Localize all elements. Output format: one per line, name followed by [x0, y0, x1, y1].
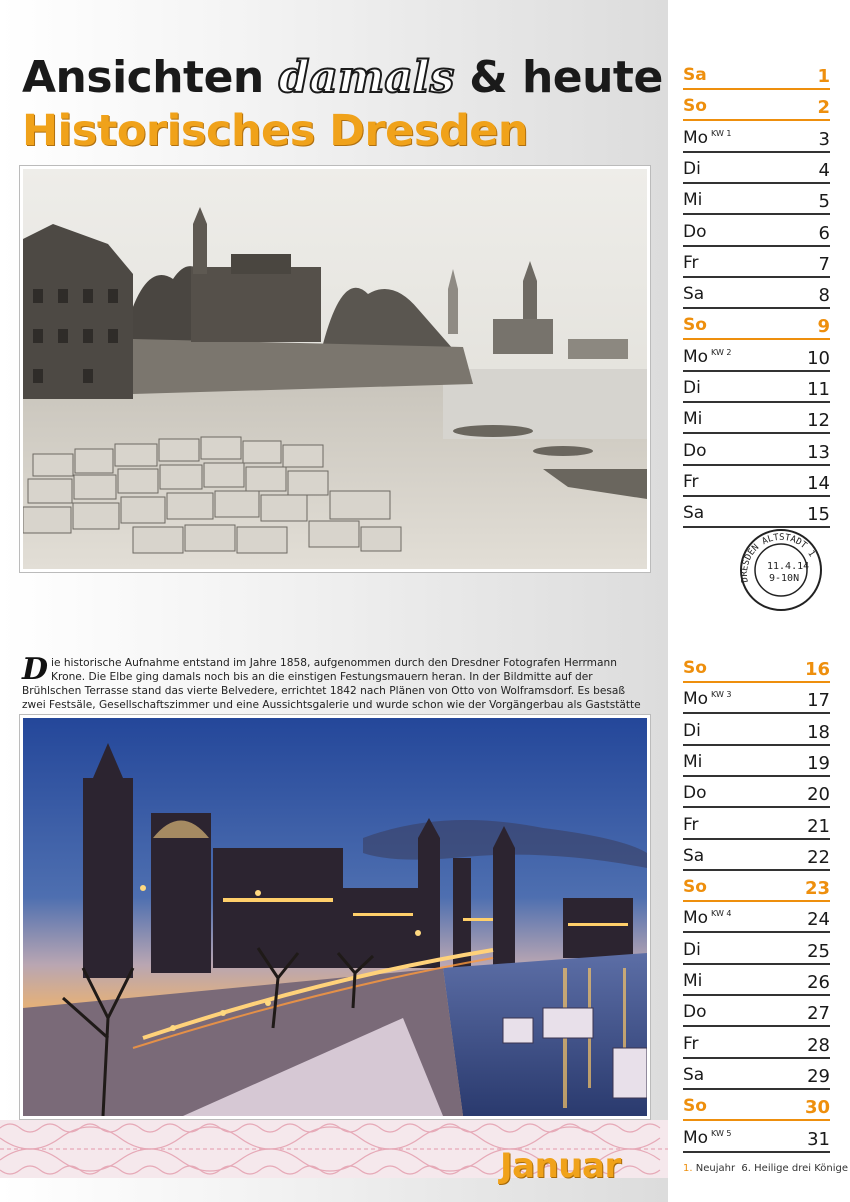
title-word-heute: & heute — [469, 52, 663, 103]
day-row-18 — [683, 715, 830, 746]
day-number: 5 — [818, 191, 830, 213]
weekday-label: Mo — [683, 127, 709, 148]
calendar-week-label: KW 1 — [711, 128, 732, 138]
day-number: 21 — [807, 815, 830, 837]
weekday-label: So — [683, 1096, 707, 1117]
day-row-13 — [683, 435, 830, 466]
weekday-label: So — [683, 658, 707, 678]
weekday-label: Fr — [683, 471, 699, 492]
postmark-icon — [738, 527, 824, 613]
postmark-place-text: DRESDEN ALTSTADT 1 — [739, 532, 817, 584]
calendar-week-label: KW 4 — [711, 909, 732, 919]
holiday-notes — [683, 1163, 848, 1174]
weekday-label: Di — [683, 939, 701, 960]
day-number: 12 — [807, 410, 830, 432]
weekday-label: Sa — [683, 1064, 705, 1085]
postmark-time: 9-10N — [769, 573, 800, 584]
weekday-label: Mi — [683, 751, 703, 772]
weekday-label: Di — [683, 378, 701, 398]
day-number: 30 — [804, 1097, 830, 1119]
title-word-ansichten: Ansichten — [22, 52, 264, 103]
weekday-label: Mo — [683, 908, 709, 929]
day-number: 20 — [807, 784, 830, 806]
weekday-label: Fr — [683, 1033, 699, 1054]
holiday-1-name: Neujahr — [695, 1163, 736, 1174]
day-number: 10 — [807, 347, 830, 369]
day-row-24 — [683, 902, 830, 933]
day-number: 23 — [804, 878, 830, 900]
day-row-2 — [683, 90, 830, 121]
title-word-damals: damals — [278, 52, 455, 103]
weekday-label: Do — [683, 783, 707, 804]
calendar-week-label: KW 3 — [711, 690, 732, 700]
day-number: 4 — [818, 159, 830, 181]
day-row-10 — [683, 341, 830, 372]
day-row-9 — [683, 309, 830, 340]
day-row-16 — [683, 652, 830, 683]
day-number: 27 — [807, 1003, 830, 1025]
day-row-11 — [683, 372, 830, 403]
weekday-label: So — [683, 96, 707, 117]
day-number: 15 — [807, 504, 830, 526]
day-number: 1 — [817, 66, 830, 87]
weekday-label: Fr — [683, 814, 699, 835]
day-row-19 — [683, 746, 830, 777]
day-row-17 — [683, 683, 830, 714]
weekday-label: Mo — [683, 1127, 709, 1148]
holiday-2-num: 6. — [741, 1163, 751, 1174]
weekday-label: Sa — [683, 65, 707, 85]
day-row-1 — [683, 59, 830, 90]
weekday-label: Mi — [683, 971, 703, 991]
day-number: 28 — [807, 1034, 830, 1056]
day-row-5 — [683, 184, 830, 215]
weekday-label: Sa — [683, 284, 705, 305]
modern-photo — [20, 715, 650, 1119]
day-number: 6 — [818, 222, 830, 244]
day-number: 9 — [817, 316, 830, 338]
day-row-30 — [683, 1090, 830, 1121]
day-number: 14 — [807, 472, 830, 494]
holiday-2-name: Heilige drei Könige — [754, 1163, 848, 1174]
historic-photo-image — [23, 169, 647, 569]
day-row-31 — [683, 1122, 830, 1153]
title-line-2: Historisches Dresden — [22, 106, 528, 156]
day-row-14 — [683, 466, 830, 497]
day-number: 26 — [807, 972, 830, 993]
day-number: 31 — [807, 1128, 830, 1150]
caption-dropcap: D — [22, 652, 49, 687]
day-row-23 — [683, 871, 830, 902]
day-number: 18 — [807, 721, 830, 743]
day-number: 16 — [804, 659, 830, 680]
day-row-7 — [683, 247, 830, 278]
day-number: 3 — [818, 128, 830, 150]
postmark-stamp — [738, 527, 824, 613]
weekday-label: So — [683, 877, 707, 898]
weekday-label: Sa — [683, 845, 705, 866]
day-number: 11 — [807, 379, 830, 400]
day-row-25 — [683, 934, 830, 965]
weekday-label: Do — [683, 1002, 707, 1023]
day-row-20 — [683, 777, 830, 808]
day-row-22 — [683, 840, 830, 871]
holiday-1-num: 1. — [683, 1163, 693, 1174]
weekday-label: Di — [683, 720, 701, 741]
day-number: 8 — [818, 285, 830, 307]
modern-photo-image — [23, 718, 647, 1116]
postmark-date: 11.4.14 — [767, 561, 810, 572]
calendar-week-label: KW 2 — [711, 347, 732, 357]
day-number: 22 — [807, 846, 830, 868]
weekday-label: Do — [683, 221, 707, 242]
day-row-4 — [683, 153, 830, 184]
day-row-3 — [683, 122, 830, 153]
weekday-label: Sa — [683, 503, 705, 524]
calendar-week-label: KW 5 — [711, 1128, 732, 1138]
day-number: 17 — [807, 690, 830, 712]
day-row-28 — [683, 1028, 830, 1059]
weekday-label: Mi — [683, 409, 703, 430]
day-row-15 — [683, 497, 830, 528]
day-row-8 — [683, 278, 830, 309]
day-row-12 — [683, 403, 830, 434]
day-number: 25 — [807, 940, 830, 962]
day-number: 29 — [807, 1065, 830, 1087]
weekday-label: Di — [683, 158, 701, 179]
day-number: 7 — [818, 253, 830, 275]
weekday-label: So — [683, 315, 707, 336]
title-line-1 — [22, 52, 663, 103]
day-number: 24 — [807, 909, 830, 931]
month-name: Januar — [500, 1146, 621, 1186]
weekday-label: Mo — [683, 346, 709, 367]
day-row-6 — [683, 216, 830, 247]
weekday-label: Mi — [683, 190, 703, 211]
caption-text: ie historische Aufnahme entstand im Jahre 1858, aufgenommen durch den Dresdner Fotografen Herrmann Krone. Die Elbe ging damals noch bis an die einstigen Festungsmauern heran. In der Bildmitte auf der Brühlschen Terrasse stand das vierte Belvedere, errichtet 1842 nach Plänen von Otto von Wolframsdorf. Es besaß zwei Festsäle, Gesellschaftszimmer und eine Aussichtsgalerie und wurde schon wie der Vorgängerbau als Gaststätte — [22, 657, 641, 711]
day-number: 2 — [817, 97, 830, 119]
weekday-label: Fr — [683, 252, 699, 273]
day-row-26 — [683, 965, 830, 996]
day-number: 19 — [807, 752, 830, 774]
day-row-27 — [683, 996, 830, 1027]
historic-photo — [20, 166, 650, 572]
weekday-label: Do — [683, 440, 707, 461]
day-number: 13 — [807, 441, 830, 463]
day-row-21 — [683, 809, 830, 840]
day-row-29 — [683, 1059, 830, 1090]
weekday-label: Mo — [683, 689, 709, 710]
